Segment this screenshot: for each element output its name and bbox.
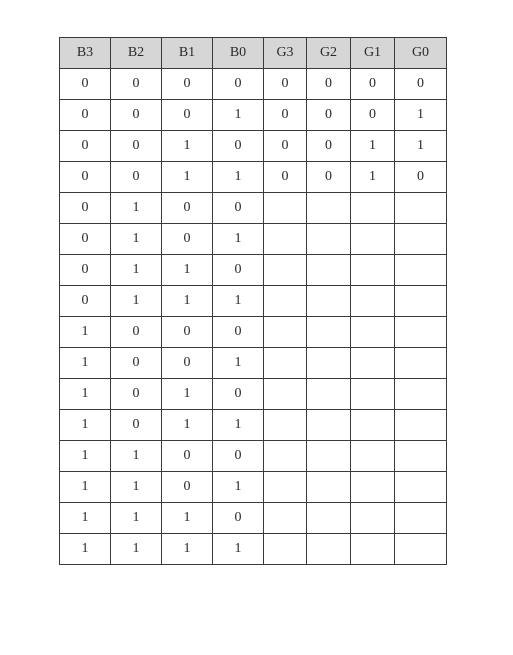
cell-b3: 0 bbox=[60, 286, 111, 317]
cell-g2 bbox=[307, 255, 351, 286]
cell-b2: 1 bbox=[111, 286, 162, 317]
cell-b3: 0 bbox=[60, 131, 111, 162]
cell-g2 bbox=[307, 441, 351, 472]
cell-b2: 1 bbox=[111, 224, 162, 255]
cell-g3 bbox=[264, 410, 307, 441]
header-g2: G2 bbox=[307, 38, 351, 69]
cell-b3: 0 bbox=[60, 162, 111, 193]
cell-b0: 1 bbox=[213, 410, 264, 441]
table-row bbox=[60, 348, 447, 379]
cell-b3: 0 bbox=[60, 193, 111, 224]
table-row bbox=[60, 69, 447, 100]
cell-b0: 0 bbox=[213, 379, 264, 410]
cell-b2: 0 bbox=[111, 348, 162, 379]
cell-g0 bbox=[395, 534, 447, 565]
cell-g2 bbox=[307, 224, 351, 255]
cell-g1 bbox=[351, 224, 395, 255]
cell-g2 bbox=[307, 193, 351, 224]
table-row bbox=[60, 441, 447, 472]
header-g3: G3 bbox=[264, 38, 307, 69]
cell-g2 bbox=[307, 472, 351, 503]
cell-b1: 1 bbox=[162, 503, 213, 534]
table-row bbox=[60, 472, 447, 503]
table-row bbox=[60, 286, 447, 317]
cell-g1 bbox=[351, 379, 395, 410]
cell-b1: 1 bbox=[162, 131, 213, 162]
cell-g0 bbox=[395, 286, 447, 317]
header-b3: B3 bbox=[60, 38, 111, 69]
table-row bbox=[60, 224, 447, 255]
cell-b0: 1 bbox=[213, 286, 264, 317]
cell-g3 bbox=[264, 255, 307, 286]
cell-g1 bbox=[351, 317, 395, 348]
cell-g0 bbox=[395, 472, 447, 503]
cell-g2 bbox=[307, 317, 351, 348]
table-row bbox=[60, 503, 447, 534]
cell-g1: 1 bbox=[351, 162, 395, 193]
cell-b0: 0 bbox=[213, 255, 264, 286]
cell-g1 bbox=[351, 503, 395, 534]
cell-g1: 0 bbox=[351, 100, 395, 131]
cell-g2 bbox=[307, 286, 351, 317]
cell-g3 bbox=[264, 379, 307, 410]
cell-b1: 0 bbox=[162, 100, 213, 131]
cell-b0: 1 bbox=[213, 100, 264, 131]
cell-g1 bbox=[351, 534, 395, 565]
cell-b3: 1 bbox=[60, 534, 111, 565]
table-header bbox=[60, 38, 447, 69]
table-row bbox=[60, 410, 447, 441]
cell-g3 bbox=[264, 317, 307, 348]
cell-b3: 0 bbox=[60, 100, 111, 131]
table-row bbox=[60, 379, 447, 410]
cell-b1: 1 bbox=[162, 410, 213, 441]
cell-g2: 0 bbox=[307, 162, 351, 193]
cell-g0: 0 bbox=[395, 162, 447, 193]
table-row bbox=[60, 193, 447, 224]
cell-b1: 0 bbox=[162, 69, 213, 100]
cell-b3: 0 bbox=[60, 255, 111, 286]
cell-b2: 0 bbox=[111, 69, 162, 100]
cell-g3: 0 bbox=[264, 162, 307, 193]
cell-b2: 0 bbox=[111, 100, 162, 131]
cell-g1 bbox=[351, 255, 395, 286]
cell-g1 bbox=[351, 348, 395, 379]
cell-g3 bbox=[264, 224, 307, 255]
cell-g3 bbox=[264, 193, 307, 224]
cell-b3: 1 bbox=[60, 348, 111, 379]
cell-b0: 1 bbox=[213, 224, 264, 255]
cell-b0: 0 bbox=[213, 503, 264, 534]
cell-b0: 1 bbox=[213, 348, 264, 379]
cell-b1: 1 bbox=[162, 534, 213, 565]
cell-g0: 0 bbox=[395, 69, 447, 100]
cell-b0: 0 bbox=[213, 193, 264, 224]
cell-g3: 0 bbox=[264, 100, 307, 131]
cell-b2: 1 bbox=[111, 255, 162, 286]
cell-b3: 1 bbox=[60, 410, 111, 441]
cell-b1: 0 bbox=[162, 193, 213, 224]
header-b2: B2 bbox=[111, 38, 162, 69]
cell-g0: 1 bbox=[395, 131, 447, 162]
cell-b1: 1 bbox=[162, 255, 213, 286]
cell-b3: 0 bbox=[60, 224, 111, 255]
cell-g2 bbox=[307, 534, 351, 565]
cell-b2: 1 bbox=[111, 441, 162, 472]
cell-b2: 1 bbox=[111, 503, 162, 534]
cell-b3: 0 bbox=[60, 69, 111, 100]
cell-b0: 1 bbox=[213, 472, 264, 503]
header-g0: G0 bbox=[395, 38, 447, 69]
cell-b2: 0 bbox=[111, 379, 162, 410]
cell-b0: 1 bbox=[213, 534, 264, 565]
cell-g3 bbox=[264, 534, 307, 565]
cell-g3 bbox=[264, 472, 307, 503]
cell-b1: 0 bbox=[162, 441, 213, 472]
cell-b1: 1 bbox=[162, 286, 213, 317]
cell-g1 bbox=[351, 410, 395, 441]
cell-g1 bbox=[351, 286, 395, 317]
cell-b0: 1 bbox=[213, 162, 264, 193]
cell-g0 bbox=[395, 224, 447, 255]
cell-b1: 0 bbox=[162, 224, 213, 255]
header-b1: B1 bbox=[162, 38, 213, 69]
cell-b3: 1 bbox=[60, 379, 111, 410]
header-row bbox=[60, 38, 447, 69]
cell-b1: 0 bbox=[162, 472, 213, 503]
cell-b3: 1 bbox=[60, 503, 111, 534]
cell-g1: 0 bbox=[351, 69, 395, 100]
cell-g2 bbox=[307, 410, 351, 441]
cell-g2: 0 bbox=[307, 131, 351, 162]
table-row bbox=[60, 131, 447, 162]
cell-g3 bbox=[264, 286, 307, 317]
table-row bbox=[60, 317, 447, 348]
cell-g0 bbox=[395, 317, 447, 348]
cell-b3: 1 bbox=[60, 441, 111, 472]
cell-b2: 1 bbox=[111, 193, 162, 224]
cell-g2: 0 bbox=[307, 69, 351, 100]
table-row bbox=[60, 100, 447, 131]
cell-g1 bbox=[351, 472, 395, 503]
cell-g0 bbox=[395, 348, 447, 379]
cell-b2: 0 bbox=[111, 131, 162, 162]
cell-b0: 0 bbox=[213, 131, 264, 162]
cell-g0 bbox=[395, 503, 447, 534]
cell-g0: 1 bbox=[395, 100, 447, 131]
cell-g0 bbox=[395, 193, 447, 224]
cell-b0: 0 bbox=[213, 441, 264, 472]
cell-g2 bbox=[307, 348, 351, 379]
table-row bbox=[60, 255, 447, 286]
cell-g2 bbox=[307, 379, 351, 410]
table-row bbox=[60, 534, 447, 565]
cell-g3 bbox=[264, 441, 307, 472]
cell-b1: 1 bbox=[162, 379, 213, 410]
cell-g3: 0 bbox=[264, 131, 307, 162]
cell-b3: 1 bbox=[60, 317, 111, 348]
cell-g0 bbox=[395, 410, 447, 441]
header-g1: G1 bbox=[351, 38, 395, 69]
cell-g2: 0 bbox=[307, 100, 351, 131]
cell-g3: 0 bbox=[264, 69, 307, 100]
cell-b0: 0 bbox=[213, 69, 264, 100]
cell-b2: 1 bbox=[111, 534, 162, 565]
cell-b1: 0 bbox=[162, 317, 213, 348]
cell-b3: 1 bbox=[60, 472, 111, 503]
cell-g3 bbox=[264, 503, 307, 534]
table-row bbox=[60, 162, 447, 193]
table-body bbox=[60, 69, 447, 565]
cell-g3 bbox=[264, 348, 307, 379]
cell-b1: 0 bbox=[162, 348, 213, 379]
binary-to-gray-truth-table bbox=[59, 37, 447, 565]
cell-b2: 0 bbox=[111, 317, 162, 348]
cell-b2: 0 bbox=[111, 162, 162, 193]
cell-g1: 1 bbox=[351, 131, 395, 162]
cell-b0: 0 bbox=[213, 317, 264, 348]
cell-g1 bbox=[351, 193, 395, 224]
cell-g0 bbox=[395, 379, 447, 410]
header-b0: B0 bbox=[213, 38, 264, 69]
cell-g2 bbox=[307, 503, 351, 534]
cell-b1: 1 bbox=[162, 162, 213, 193]
cell-g0 bbox=[395, 441, 447, 472]
cell-g0 bbox=[395, 255, 447, 286]
cell-b2: 0 bbox=[111, 410, 162, 441]
cell-b2: 1 bbox=[111, 472, 162, 503]
cell-g1 bbox=[351, 441, 395, 472]
